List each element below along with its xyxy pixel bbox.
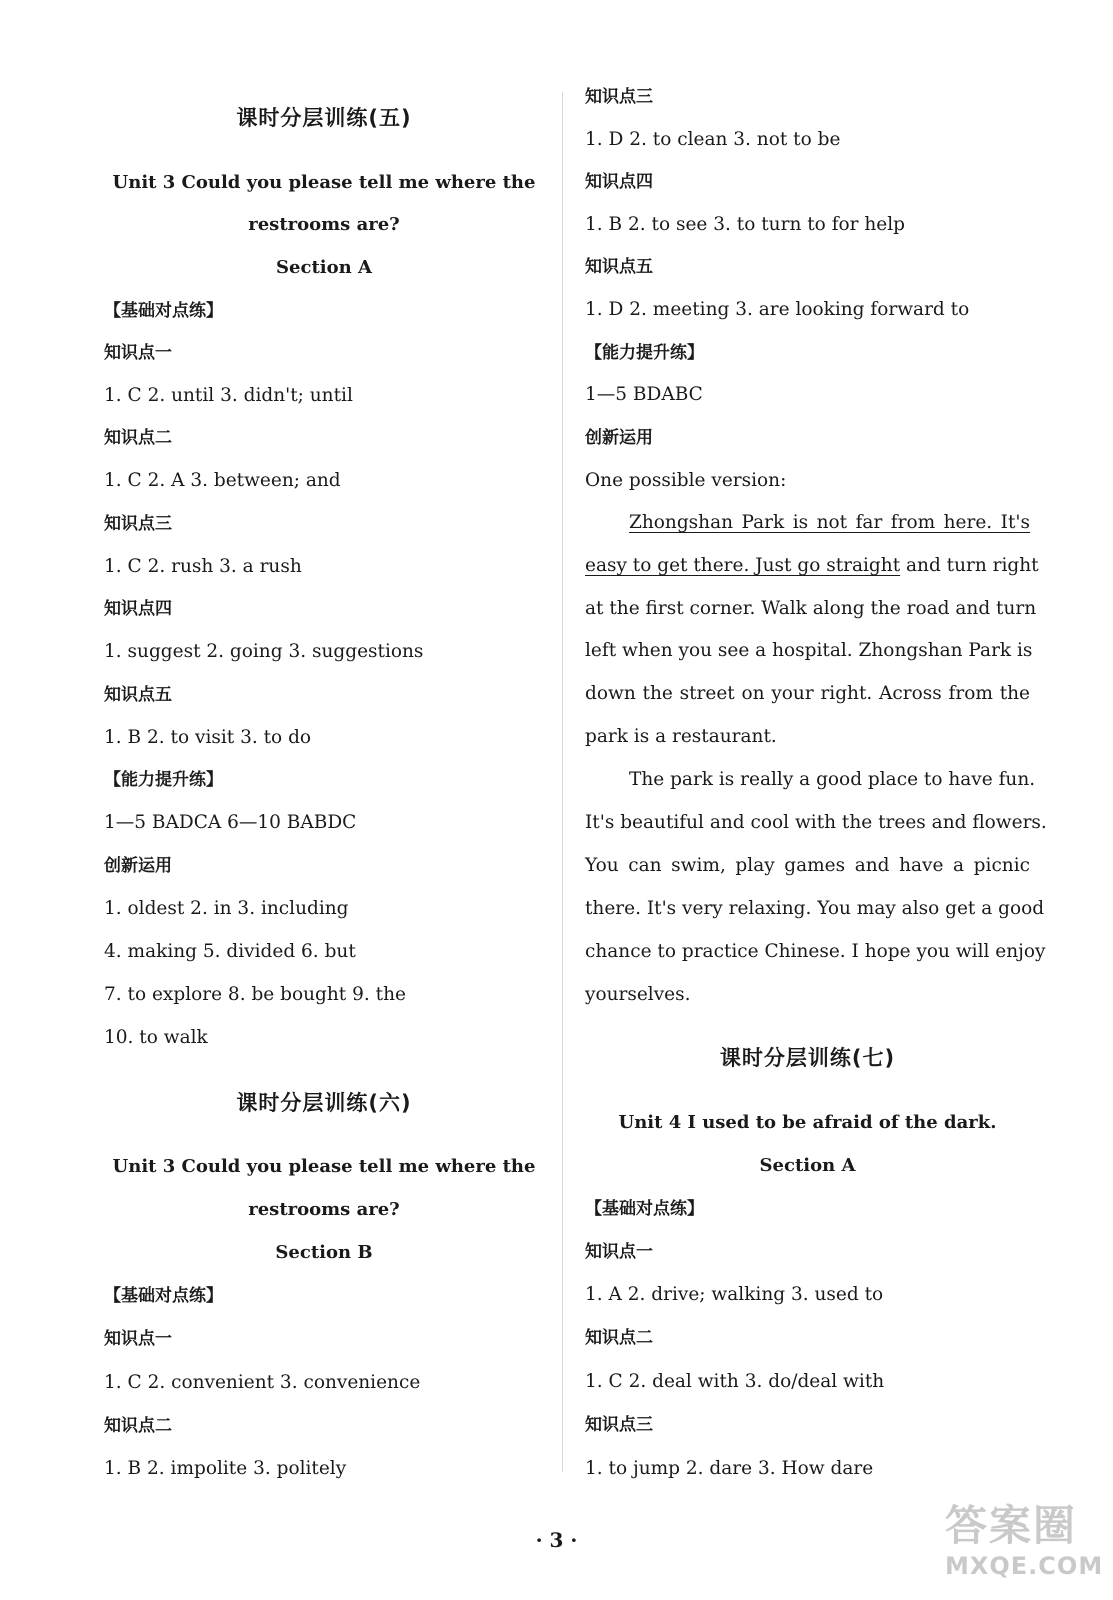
essay-line xyxy=(585,638,1033,664)
answer-line: 7. to explore 8. be bought 9. the xyxy=(104,984,406,1005)
unit-heading: restrooms are? xyxy=(248,1199,400,1220)
answer-line: 1. to jump 2. dare 3. How dare xyxy=(585,1458,874,1479)
knowledge-point-label: 知识点二 xyxy=(104,428,172,448)
answer-line: 1. D 2. to clean 3. not to be xyxy=(585,129,841,150)
essay-line xyxy=(585,724,1030,750)
page-number: · 3 · xyxy=(535,1528,578,1552)
essay-text: and turn right xyxy=(900,555,1039,576)
knowledge-point-label: 知识点四 xyxy=(585,172,653,192)
lesson-title: 课时分层训练(六) xyxy=(236,1091,412,1115)
answer-line: 1. C 2. A 3. between; and xyxy=(104,470,341,491)
essay-line: It's beautiful and cool with the trees and flowers. xyxy=(585,812,1047,833)
knowledge-point-label: 知识点五 xyxy=(585,257,653,277)
section-heading: Section B xyxy=(275,1242,373,1263)
unit-heading: Unit 3 Could you please tell me where the xyxy=(112,172,536,193)
watermark-url: MXQE.COM xyxy=(945,1552,1104,1580)
column-divider xyxy=(562,92,563,1472)
essay-line: chance to practice Chinese. I hope you will enjoy xyxy=(585,941,1046,962)
knowledge-point-label: 创新运用 xyxy=(104,856,172,876)
watermark-text: 答案圈 xyxy=(945,1501,1078,1550)
answer-line: 10. to walk xyxy=(104,1027,208,1048)
answer-line: 1—5 BADCA 6—10 BABDC xyxy=(104,812,357,833)
essay-text: left when you see a hospital. Zhongshan Park is xyxy=(585,640,1033,661)
unit-heading: Unit 4 I used to be afraid of the dark. xyxy=(618,1112,997,1133)
underlined-phrase: easy to get there. Just go straight xyxy=(585,555,901,576)
knowledge-point-label: 知识点三 xyxy=(585,87,653,107)
essay-line: The park is really a good place to have fun. xyxy=(629,769,1036,790)
knowledge-point-label: 知识点一 xyxy=(104,1329,172,1349)
exercise-group-label: 【基础对点练】 xyxy=(104,1286,223,1306)
answer-line: 1—5 BDABC xyxy=(585,384,703,405)
knowledge-point-label: 知识点三 xyxy=(104,514,172,534)
essay-text: at the first corner. Walk along the road and turn xyxy=(585,598,1037,619)
section-heading: Section A xyxy=(759,1155,856,1176)
answer-line: 1. B 2. to see 3. to turn to for help xyxy=(585,214,906,235)
lesson-title: 课时分层训练(七) xyxy=(719,1046,896,1070)
answer-line: 1. D 2. meeting 3. are looking forward to xyxy=(585,299,970,320)
section-heading: Section A xyxy=(276,257,372,278)
answer-line: 1. C 2. until 3. didn't; until xyxy=(104,385,353,406)
answer-line: 1. C 2. convenient 3. convenience xyxy=(104,1372,421,1393)
essay-line: there. It's very relaxing. You may also get a good xyxy=(585,898,1045,919)
knowledge-point-label: 知识点五 xyxy=(104,685,172,705)
answer-line: 1. C 2. rush 3. a rush xyxy=(104,556,302,577)
essay-line xyxy=(585,596,1037,622)
exercise-group-label: 【基础对点练】 xyxy=(104,301,223,321)
answer-line: 1. A 2. drive; walking 3. used to xyxy=(585,1284,884,1305)
knowledge-point-label: 创新运用 xyxy=(585,428,653,448)
essay-line xyxy=(585,681,1030,707)
exercise-group-label: 【能力提升练】 xyxy=(585,343,704,363)
answer-line: One possible version: xyxy=(585,470,787,491)
knowledge-point-label: 知识点三 xyxy=(585,1415,653,1435)
answer-line: 4. making 5. divided 6. but xyxy=(104,941,356,962)
essay-line: yourselves. xyxy=(585,984,691,1005)
lesson-title: 课时分层训练(五) xyxy=(236,106,412,130)
answer-line: 1. B 2. impolite 3. politely xyxy=(104,1458,347,1479)
knowledge-point-label: 知识点一 xyxy=(104,343,172,363)
essay-line xyxy=(585,553,1039,579)
essay-text: down the street on your right. Across from the xyxy=(585,683,1030,704)
answer-line: 1. C 2. deal with 3. do/deal with xyxy=(585,1371,885,1392)
essay-line xyxy=(629,510,1030,536)
essay-text: park is a restaurant. xyxy=(585,726,777,747)
answer-line: 1. suggest 2. going 3. suggestions xyxy=(104,641,424,662)
answer-line: 1. oldest 2. in 3. including xyxy=(104,898,349,919)
essay-line: You can swim, play games and have a picnic xyxy=(585,855,1030,876)
unit-heading: Unit 3 Could you please tell me where the xyxy=(112,1156,536,1177)
exercise-group-label: 【基础对点练】 xyxy=(585,1199,704,1219)
answer-line: 1. B 2. to visit 3. to do xyxy=(104,727,312,748)
knowledge-point-label: 知识点一 xyxy=(585,1242,653,1262)
underlined-phrase: Zhongshan Park is not far from here. It's xyxy=(629,512,1030,533)
unit-heading: restrooms are? xyxy=(248,214,400,235)
knowledge-point-label: 知识点四 xyxy=(104,599,172,619)
exercise-group-label: 【能力提升练】 xyxy=(104,770,223,790)
watermark-logo xyxy=(945,1500,1104,1595)
knowledge-point-label: 知识点二 xyxy=(104,1416,172,1436)
knowledge-point-label: 知识点二 xyxy=(585,1328,653,1348)
